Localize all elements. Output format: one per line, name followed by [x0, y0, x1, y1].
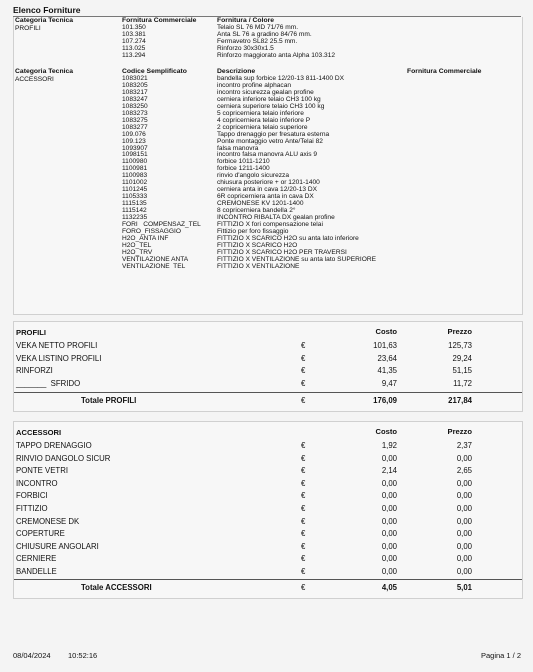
table-row	[14, 567, 522, 580]
profili-cost-header: Costo	[375, 327, 397, 336]
item-name: VEKA LISTINO PROFILI	[16, 353, 102, 363]
accessori-code: 1105333	[122, 193, 148, 201]
item-cost: 0,00	[381, 529, 397, 539]
accessori-description: CREMONESE KV 1201-1400	[217, 200, 304, 208]
accessori-description: 2 copricerniera telaio superiore	[217, 123, 308, 131]
accessori-description: forbice 1011-1210	[217, 158, 270, 166]
item-cost: 0,00	[381, 491, 397, 501]
accessori-description: chiusura posteriore + or 1201-1400	[217, 179, 320, 187]
footer-time: 10:52:16	[68, 651, 98, 660]
accessori-price-header: Prezzo	[447, 427, 472, 436]
profili-total-divider	[14, 392, 522, 393]
accessori-cost-header: Costo	[375, 427, 397, 436]
accessori-code: H2O_TEL	[122, 241, 152, 249]
item-name: RINVIO DANGOLO SICUR	[16, 453, 111, 463]
item-price: 11,72	[453, 378, 472, 388]
accessori-description: cerniera anta in cava 12/20-13 DX	[217, 186, 318, 194]
profili-description: Rinforzo maggiorato anta Alpha 103.312	[217, 51, 336, 59]
item-price: 0,00	[456, 478, 472, 488]
item-price: 29,24	[452, 353, 472, 363]
item-price: 0,00	[456, 567, 472, 576]
item-name: RINFORZI	[16, 366, 53, 376]
table-row	[14, 479, 522, 492]
item-price: 0,00	[456, 504, 472, 513]
item-cost: 41,35	[377, 366, 397, 376]
item-cost: 0,00	[381, 478, 397, 488]
accessori-description: incontro profine alphacan	[217, 81, 292, 89]
accessori-description: incontro falsa manovra ALU axis 9	[217, 151, 318, 159]
accessori-code: 109.076	[122, 130, 146, 138]
accessori-code: 1100980	[122, 158, 148, 166]
table-row	[14, 379, 522, 392]
item-price: 0,00	[456, 516, 472, 526]
item-name: CHIUSURE ANGOLARI	[16, 541, 99, 551]
accessori-code: 1101002	[122, 179, 148, 187]
accessori-code: 1083275	[122, 116, 148, 124]
accessori-cost-table	[13, 421, 523, 599]
currency-symbol: €	[301, 541, 306, 551]
accessori-description: incontro sicurezza gealan profine	[217, 88, 314, 96]
accessori-desc-label: Descrizione	[217, 68, 256, 75]
table-row	[14, 529, 522, 542]
accessori-description: FITTIZIO X SCARICO H2O PER TRAVERSI	[217, 248, 347, 256]
item-cost: 0,00	[381, 567, 397, 576]
accessori-description: Fittizio per foro fissaggio	[217, 227, 289, 235]
accessori-code: FORI COMPENSAZ_TEL	[122, 221, 201, 229]
item-price: 125,73	[448, 341, 472, 350]
accessori-code: VENTILAZIONE ANTA	[122, 255, 189, 263]
footer-page-number: Pagina 1 / 2	[480, 651, 521, 660]
accessori-desc-list	[217, 76, 376, 271]
item-name: PONTE VETRI	[16, 466, 68, 476]
item-name: TAPPO DRENAGGIO	[16, 441, 92, 450]
item-name: _______ SFRIDO	[16, 378, 81, 388]
profili-code: 101.350	[122, 24, 146, 31]
item-price: 0,00	[456, 529, 472, 539]
accessori-table-title: ACCESSORI	[16, 428, 62, 437]
accessori-code: H2O_TRV	[122, 248, 153, 256]
total-cost: 4,05	[381, 583, 397, 592]
total-cost: 176,09	[373, 396, 397, 405]
accessori-code-label: Codice Semplificato	[122, 68, 187, 75]
accessori-description: 5 copricerniera telaio inferiore	[217, 109, 304, 117]
currency-symbol: €	[301, 441, 306, 450]
currency-symbol: €	[301, 466, 306, 476]
profili-description: Anta SL 76 a gradino 84/76 mm.	[217, 30, 312, 38]
accessori-code: 1100981	[122, 165, 148, 173]
accessori-code: 1083273	[122, 109, 148, 117]
table-row	[14, 366, 522, 379]
accessori-code: 1098151	[122, 151, 148, 159]
table-row	[14, 454, 522, 467]
accessori-code: 1083217	[122, 88, 148, 96]
item-price: 51,15	[452, 366, 472, 376]
currency-symbol: €	[301, 341, 306, 350]
item-cost: 0,00	[381, 453, 397, 463]
accessori-code: 1101245	[122, 186, 148, 194]
profili-description: Fermavetro SL82 25.5 mm.	[217, 37, 298, 45]
accessori-category-value: ACCESSORI	[15, 76, 54, 83]
currency-symbol: €	[301, 353, 306, 363]
accessori-description: falsa manovra	[217, 144, 259, 152]
profili-table-title: PROFILI	[16, 328, 46, 337]
profili-code: 113.025	[122, 44, 146, 52]
accessori-code: 1083247	[122, 95, 148, 103]
table-row	[14, 554, 522, 567]
table-row	[14, 542, 522, 555]
currency-symbol: €	[301, 378, 306, 388]
accessori-description: FITTIZIO X SCARICO H2O su anta lato inferiore	[217, 234, 359, 242]
item-cost: 101,63	[373, 341, 397, 350]
item-name: VEKA NETTO PROFILI	[16, 341, 98, 350]
item-name: FITTIZIO	[16, 504, 48, 513]
currency-symbol: €	[301, 554, 306, 564]
item-cost: 9,47	[381, 378, 397, 388]
accessori-commercial-label: Fornitura Commerciale	[407, 68, 482, 75]
accessori-description: FITTIZIO X SCARICO H2O	[217, 241, 298, 249]
profili-cost-table	[13, 321, 523, 412]
profili-desc-list	[217, 25, 335, 60]
accessori-code: H2O_ANTA INF	[122, 234, 169, 242]
item-name: INCONTRO	[16, 478, 58, 488]
table-row	[14, 491, 522, 504]
currency-symbol: €	[301, 516, 306, 526]
item-cost: 23,64	[377, 353, 397, 363]
item-cost: 0,00	[381, 541, 397, 551]
profili-category-label: Categoria Tecnica	[15, 17, 74, 24]
accessori-code: FORO_FISSAGGIO	[122, 227, 181, 235]
item-price: 0,00	[456, 453, 472, 463]
currency-symbol: €	[301, 583, 306, 592]
page-title: Elenco Forniture	[13, 5, 81, 15]
table-row	[14, 466, 522, 479]
table-row	[14, 354, 522, 367]
accessori-description: INCONTRO RIBALTA DX gealan profine	[217, 214, 335, 222]
item-cost: 1,92	[381, 441, 397, 450]
currency-symbol: €	[301, 504, 306, 513]
item-cost: 0,00	[381, 516, 397, 526]
accessori-code: 1115135	[122, 200, 147, 208]
item-cost: 0,00	[381, 504, 397, 513]
item-name: FORBICI	[16, 491, 48, 501]
item-name: CERNIERE	[16, 554, 57, 564]
accessori-description: rinvio d'angolo sicurezza	[217, 172, 289, 180]
profili-description: Telaio SL 76 MD 71/76 mm.	[217, 24, 299, 31]
item-price: 0,00	[456, 554, 472, 564]
total-price: 5,01	[456, 583, 472, 592]
item-price: 2,37	[456, 441, 472, 450]
accessori-code: 1132235	[122, 214, 148, 222]
supplies-list	[13, 17, 523, 315]
accessori-code: VENTILAZIONE TEL	[122, 262, 186, 270]
accessori-total-divider	[14, 579, 522, 580]
profili-category-value: PROFILI	[15, 25, 41, 32]
accessori-code: 1083205	[122, 81, 148, 89]
total-price: 217,84	[448, 396, 472, 405]
accessori-code-list	[122, 76, 201, 271]
accessori-code: 1083277	[122, 123, 148, 131]
footer-date: 08/04/2024	[13, 651, 51, 660]
accessori-description: cerniera superiore telaio CH3 100 kg	[217, 102, 325, 110]
currency-symbol: €	[301, 478, 306, 488]
accessori-description: bandella sup forbice 12/20-13 811-1400 DX	[217, 75, 345, 82]
table-row	[14, 504, 522, 517]
item-price: 0,00	[456, 541, 472, 551]
total-label: Totale PROFILI	[81, 396, 137, 405]
accessori-code: 1100983	[122, 172, 148, 180]
accessori-description: FITTIZIO X VENTILAZIONE su anta lato SUPERIORE	[217, 255, 377, 263]
accessori-code: 109.123	[122, 137, 146, 145]
item-name: CREMONESE DK	[16, 516, 80, 526]
currency-symbol: €	[301, 567, 306, 576]
accessori-description: cerniera inferiore telaio CH3 100 kg	[217, 95, 321, 103]
currency-symbol: €	[301, 529, 306, 539]
profili-code: 113.294	[122, 51, 146, 59]
table-row	[14, 341, 522, 354]
profili-code-list	[122, 25, 146, 60]
item-name: BANDELLE	[16, 567, 57, 576]
accessori-category-label: Categoria Tecnica	[15, 68, 74, 75]
currency-symbol: €	[301, 491, 306, 501]
profili-price-header: Prezzo	[447, 327, 472, 336]
currency-symbol: €	[301, 453, 306, 463]
item-price: 0,00	[456, 491, 472, 501]
table-row	[14, 441, 522, 454]
item-price: 2,65	[456, 466, 472, 476]
currency-symbol: €	[301, 366, 306, 376]
total-label: Totale ACCESSORI	[81, 583, 152, 592]
accessori-description: FITTIZIO X VENTILAZIONE	[217, 262, 300, 270]
accessori-description: 8 copricerniera bandella 2°	[217, 207, 296, 215]
accessori-code: 1093907	[122, 144, 148, 152]
accessori-description: FITTIZIO X fori compensazione telai	[217, 221, 323, 229]
item-cost: 2,14	[381, 466, 397, 476]
table-row	[14, 517, 522, 530]
accessori-description: 4 copricerniera telaio inferiore P	[217, 116, 311, 124]
accessori-description: 6R copricerniera anta in cava DX	[217, 193, 314, 201]
profili-code: 103.381	[122, 30, 146, 38]
accessori-code: 1083021	[122, 75, 148, 82]
accessori-description: Ponte montaggio vetro Ante/Telai 82	[217, 137, 323, 145]
accessori-description: Tappo drenaggio per fresatura esterna	[217, 130, 330, 138]
item-name: COPERTURE	[16, 529, 65, 539]
currency-symbol: €	[301, 396, 306, 405]
item-cost: 0,00	[381, 554, 397, 564]
accessori-description: forbice 1211-1400	[217, 165, 270, 173]
accessori-code: 1083250	[122, 102, 148, 110]
profili-desc-label: Fornitura / Colore	[217, 17, 275, 24]
profili-description: Rinforzo 30x30x1.5	[217, 44, 274, 52]
profili-code-label: Fornitura Commerciale	[122, 17, 197, 24]
profili-code: 107.274	[122, 37, 146, 45]
accessori-code: 1115142	[122, 207, 147, 215]
